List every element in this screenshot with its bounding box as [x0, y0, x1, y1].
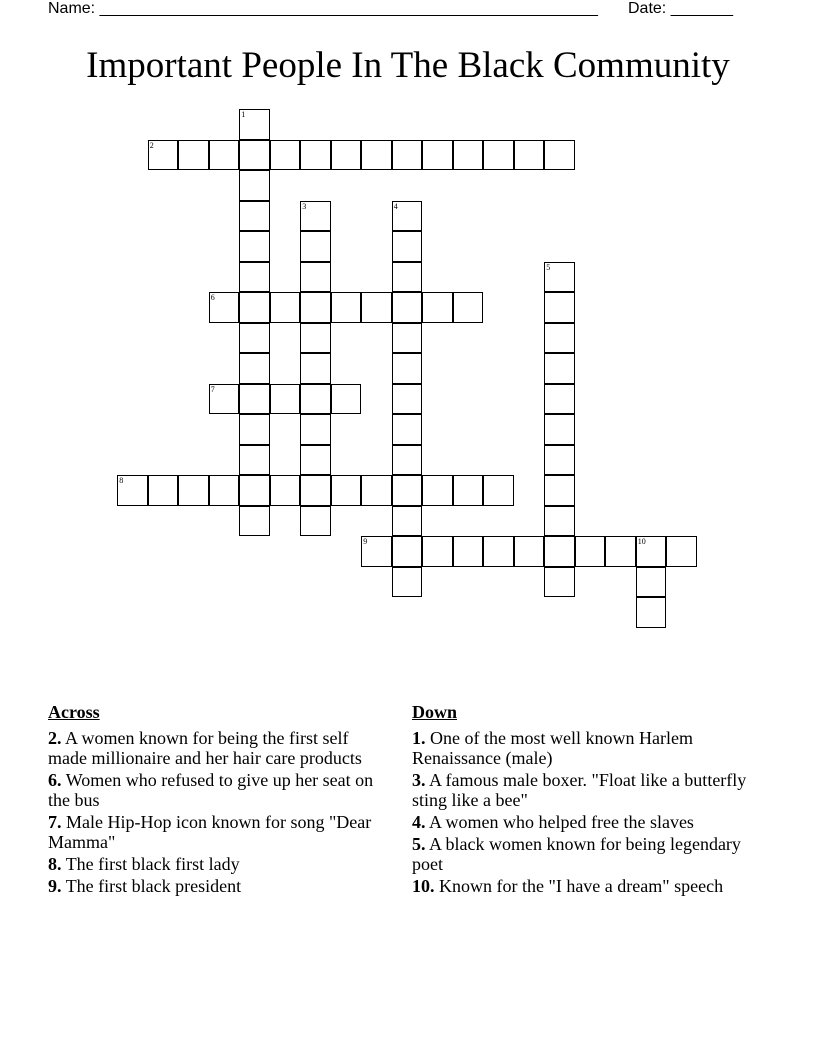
cell-number: 4 [393, 201, 398, 211]
clue-down-1 [412, 728, 757, 768]
grid-cell[interactable] [148, 475, 179, 506]
grid-cell[interactable] [392, 445, 423, 476]
grid-cell[interactable] [178, 140, 209, 171]
clue-across-6 [48, 770, 383, 810]
grid-cell[interactable] [483, 536, 514, 567]
grid-cell[interactable] [239, 384, 270, 415]
down-heading: Down [412, 702, 458, 722]
grid-cell[interactable] [544, 567, 575, 598]
cell-number: 5 [546, 262, 551, 272]
grid-cell[interactable] [422, 536, 453, 567]
grid-cell[interactable] [392, 414, 423, 445]
clue-number: 4. [412, 812, 426, 832]
grid-cell[interactable] [422, 292, 453, 323]
grid-cell[interactable] [544, 536, 575, 567]
clue-across-2 [48, 728, 383, 768]
clue-down-5 [412, 834, 757, 874]
clue-number: 3. [412, 770, 426, 790]
clue-text: Known for the "I have a dream" speech [439, 876, 724, 896]
grid-cell[interactable] [117, 475, 148, 506]
grid-cell[interactable] [300, 201, 331, 232]
clue-number: 2. [48, 728, 62, 748]
grid-cell[interactable] [544, 323, 575, 354]
grid-cell[interactable] [239, 231, 270, 262]
grid-cell[interactable] [239, 201, 270, 232]
grid-cell[interactable] [239, 475, 270, 506]
grid-cell[interactable] [544, 140, 575, 171]
cell-number: 1 [241, 110, 246, 120]
clue-number: 1. [412, 728, 426, 748]
grid-cell[interactable] [392, 475, 423, 506]
grid-cell[interactable] [239, 353, 270, 384]
clue-text: The first black president [65, 876, 242, 896]
grid-cell[interactable] [392, 506, 423, 537]
grid-cell[interactable] [239, 262, 270, 293]
across-heading: Across [48, 702, 100, 722]
clue-number: 9. [48, 876, 62, 896]
grid-cell[interactable] [361, 292, 392, 323]
clue-text: A black women known for being legendary poet [412, 834, 741, 874]
grid-cell[interactable] [392, 262, 423, 293]
grid-cell[interactable] [300, 445, 331, 476]
grid-cell[interactable] [331, 140, 362, 171]
grid-cell[interactable] [300, 231, 331, 262]
clue-text: One of the most well known Harlem Renaissance (male) [412, 728, 693, 768]
grid-cell[interactable] [300, 414, 331, 445]
clue-number: 7. [48, 812, 62, 832]
grid-cell[interactable] [209, 475, 240, 506]
grid-cell[interactable] [666, 536, 697, 567]
grid-cell[interactable] [514, 140, 545, 171]
grid-cell[interactable] [544, 414, 575, 445]
grid-cell[interactable] [239, 109, 270, 140]
grid-cell[interactable] [300, 292, 331, 323]
grid-cell[interactable] [300, 262, 331, 293]
grid-cell[interactable] [392, 201, 423, 232]
grid-cell[interactable] [453, 292, 484, 323]
clue-text: A women who helped free the slaves [429, 812, 694, 832]
clue-text: Women who refused to give up her seat on the bus [48, 770, 374, 810]
grid-cell[interactable] [361, 140, 392, 171]
cell-number: 8 [119, 476, 124, 486]
clue-across-9 [48, 876, 383, 896]
grid-cell[interactable] [514, 536, 545, 567]
date-field[interactable]: Date: _______ [628, 0, 733, 17]
grid-cell[interactable] [544, 262, 575, 293]
grid-cell[interactable] [544, 475, 575, 506]
grid-cell[interactable] [483, 475, 514, 506]
grid-cell[interactable] [270, 384, 301, 415]
grid-cell[interactable] [392, 140, 423, 171]
grid-cell[interactable] [453, 475, 484, 506]
grid-cell[interactable] [300, 140, 331, 171]
clue-text: Male Hip-Hop icon known for song "Dear Mamma" [48, 812, 372, 852]
grid-cell[interactable] [453, 536, 484, 567]
clue-across-7 [48, 812, 383, 852]
clue-text: A women known for being the first self made millionaire and her hair care products [48, 728, 362, 768]
clue-text: The first black first lady [65, 854, 240, 874]
cell-number: 2 [149, 140, 154, 150]
grid-cell[interactable] [544, 384, 575, 415]
grid-cell[interactable] [361, 475, 392, 506]
cell-number: 7 [210, 384, 215, 394]
grid-cell[interactable] [270, 140, 301, 171]
grid-cell[interactable] [392, 536, 423, 567]
grid-cell[interactable] [300, 506, 331, 537]
page-title: Important People In The Black Community [86, 45, 730, 86]
grid-cell[interactable] [239, 323, 270, 354]
grid-cell[interactable] [239, 445, 270, 476]
grid-cell[interactable] [239, 140, 270, 171]
clue-down-10 [412, 876, 757, 896]
grid-cell[interactable] [270, 292, 301, 323]
grid-cell[interactable] [636, 536, 667, 567]
clue-number: 5. [412, 834, 426, 854]
grid-cell[interactable] [300, 475, 331, 506]
cell-number: 6 [210, 293, 215, 303]
grid-cell[interactable] [300, 384, 331, 415]
grid-cell[interactable] [605, 536, 636, 567]
clue-text: A famous male boxer. "Float like a butterfly sting like a bee" [412, 770, 747, 810]
clue-across-8 [48, 854, 383, 874]
grid-cell[interactable] [544, 292, 575, 323]
down-clues [412, 702, 757, 898]
grid-cell[interactable] [392, 353, 423, 384]
grid-cell[interactable] [544, 445, 575, 476]
grid-cell[interactable] [270, 475, 301, 506]
cell-number: 9 [363, 537, 368, 547]
grid-cell[interactable] [239, 292, 270, 323]
grid-cell[interactable] [300, 323, 331, 354]
cell-number: 10 [637, 537, 646, 547]
grid-cell[interactable] [209, 140, 240, 171]
clue-down-4 [412, 812, 757, 832]
clue-number: 8. [48, 854, 62, 874]
grid-cell[interactable] [636, 567, 667, 598]
grid-cell[interactable] [178, 475, 209, 506]
grid-cell[interactable] [239, 506, 270, 537]
grid-cell[interactable] [483, 140, 514, 171]
clue-number: 6. [48, 770, 62, 790]
grid-cell[interactable] [239, 414, 270, 445]
grid-cell[interactable] [331, 292, 362, 323]
grid-cell[interactable] [331, 475, 362, 506]
grid-cell[interactable] [636, 597, 667, 628]
across-clues [48, 702, 383, 898]
grid-cell[interactable] [361, 536, 392, 567]
grid-cell[interactable] [544, 506, 575, 537]
clue-number: 10. [412, 876, 435, 896]
grid-cell[interactable] [331, 384, 362, 415]
clue-down-3 [412, 770, 757, 810]
grid-cell[interactable] [392, 384, 423, 415]
grid-cell[interactable] [453, 140, 484, 171]
grid-cell[interactable] [392, 567, 423, 598]
grid-cell[interactable] [422, 475, 453, 506]
grid-cell[interactable] [209, 384, 240, 415]
cell-number: 3 [302, 201, 307, 211]
grid-cell[interactable] [575, 536, 606, 567]
grid-cell[interactable] [209, 292, 240, 323]
grid-cell[interactable] [392, 292, 423, 323]
grid-cell[interactable] [392, 323, 423, 354]
grid-cell[interactable] [148, 140, 179, 171]
grid-cell[interactable] [544, 353, 575, 384]
grid-cell[interactable] [239, 170, 270, 201]
grid-cell[interactable] [422, 140, 453, 171]
grid-cell[interactable] [392, 231, 423, 262]
grid-cell[interactable] [300, 353, 331, 384]
name-field[interactable]: Name: ________________________________________________________ [48, 0, 598, 17]
